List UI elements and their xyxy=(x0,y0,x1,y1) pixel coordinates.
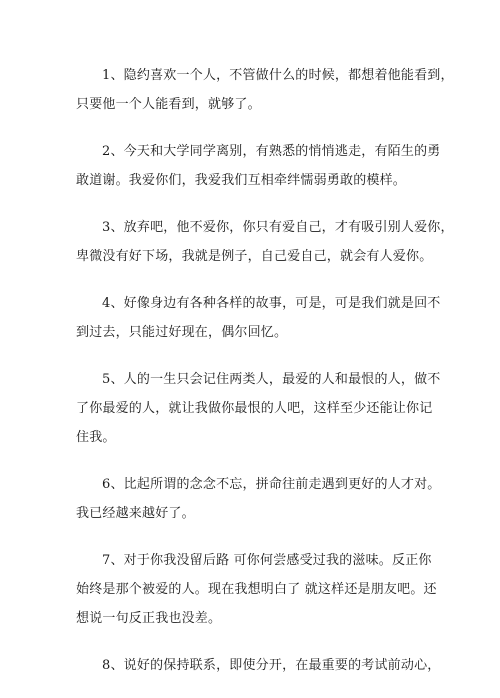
paragraph-5-line-2: 了你最爱的人，就让我做你最恨的人吧，这样至少还能让你记 xyxy=(76,401,433,416)
paragraph-1-line-1: 1、隐约喜欢一个人，不管做什么的时候，都想着他能看到， xyxy=(102,68,454,83)
paragraph-6-line-2: 我已经越来越好了。 xyxy=(76,506,195,521)
paragraph-1 xyxy=(76,61,454,119)
document-body xyxy=(76,61,454,698)
paragraph-4 xyxy=(76,289,441,347)
paragraph-3-line-1: 3、放弃吧，他不爱你，你只有爱自己，才有吸引别人爱你， xyxy=(102,220,454,235)
paragraph-5-line-1: 5、人的一生只会记住两类人，最爱的人和最恨的人，做不 xyxy=(102,372,441,387)
paragraph-7-line-3: 想说一句反正我也没差。 xyxy=(76,611,222,626)
paragraph-4-line-1: 4、好像身边有各种各样的故事，可是，可是我们就是回不 xyxy=(102,296,441,311)
paragraph-4-line-2: 到过去，只能过好现在，偶尔回忆。 xyxy=(76,325,288,340)
paragraph-3 xyxy=(76,213,454,271)
paragraph-2 xyxy=(76,137,441,195)
paragraph-1-line-2: 只要他一个人能看到，就够了。 xyxy=(76,97,261,112)
paragraph-6-line-1: 6、比起所谓的念念不忘，拼命往前走遇到更好的人才对。 xyxy=(102,477,441,492)
paragraph-2-line-1: 2、今天和大学同学离别，有熟悉的悄悄逃走，有陌生的勇 xyxy=(102,144,441,159)
paragraph-7-line-1: 7、对于你我没留后路 可你何尝感受过我的滋味。反正你 xyxy=(102,553,432,568)
paragraph-6 xyxy=(76,470,441,528)
paragraph-5 xyxy=(76,365,441,452)
paragraph-3-line-2: 卑微没有好下场，我就是例子，自己爱自己，就会有人爱你。 xyxy=(76,249,433,264)
paragraph-5-line-3: 住我。 xyxy=(76,430,116,445)
paragraph-8-line-1: 8、说好的保持联系，即使分开，在最重要的考试前动心， xyxy=(102,658,441,673)
paragraph-8 xyxy=(76,651,441,680)
paragraph-2-line-2: 敢道谢。我爱你们，我爱我们互相牵绊懦弱勇敢的模样。 xyxy=(76,173,407,188)
paragraph-7 xyxy=(76,546,437,633)
paragraph-7-line-2: 始终是那个被爱的人。现在我想明白了 就这样还是朋友吧。还 xyxy=(76,582,437,597)
